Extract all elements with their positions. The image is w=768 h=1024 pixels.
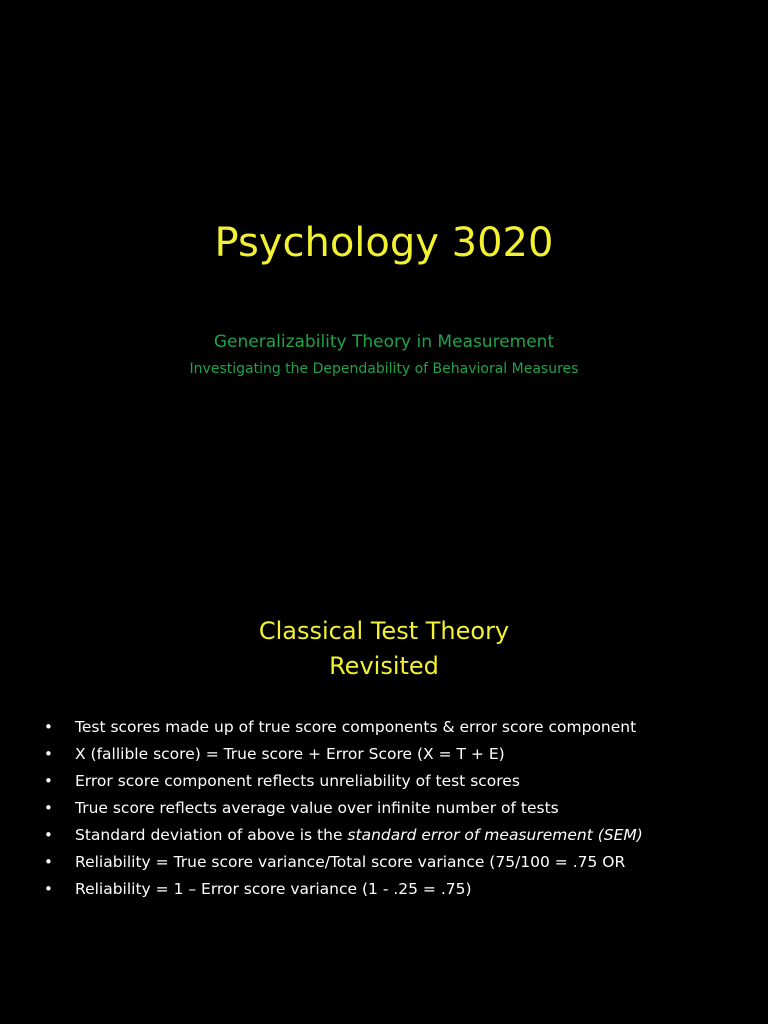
slide-subtitle-secondary: Investigating the Dependability of Behavioral Measures — [189, 361, 579, 377]
bullet-text: Standard deviation of above is the — [75, 826, 348, 844]
slide-subtitle: Generalizability Theory in Measurement — [213, 332, 555, 352]
bullet-icon: • — [44, 745, 53, 763]
bullet-item — [44, 714, 744, 741]
bullet-item — [44, 822, 744, 849]
bullet-icon: • — [44, 799, 53, 817]
bullet-item — [44, 795, 744, 822]
bullet-list — [44, 714, 744, 903]
content-slide-title-line1: Classical Test Theory — [258, 617, 510, 645]
bullet-text: X (fallible score) = True score + Error Score (X = T + E) — [75, 745, 505, 763]
content-slide — [0, 560, 768, 1000]
bullet-item — [44, 741, 744, 768]
bullet-item — [44, 768, 744, 795]
bullet-icon: • — [44, 718, 53, 736]
bullet-icon: • — [44, 826, 53, 844]
bullet-text: True score reflects average value over infinite number of tests — [75, 799, 559, 817]
content-slide-title-line2: Revisited — [329, 652, 439, 680]
bullet-text: Reliability = 1 – Error score variance (1 - .25 = .75) — [75, 880, 472, 898]
bullet-icon: • — [44, 772, 53, 790]
bullet-text: Reliability = True score variance/Total score variance (75/100 = .75 OR — [75, 853, 626, 871]
bullet-icon: • — [44, 880, 53, 898]
bullet-icon: • — [44, 853, 53, 871]
bullet-item — [44, 876, 744, 903]
bullet-item — [44, 849, 744, 876]
content-slide-title — [0, 614, 768, 684]
bullet-text: Error score component reflects unreliability of test scores — [75, 772, 520, 790]
bullet-text: Test scores made up of true score components & error score component — [75, 718, 637, 736]
bullet-text-italic: standard error of measurement (SEM) — [347, 826, 643, 844]
slide-title: Psychology 3020 — [214, 220, 554, 266]
title-slide — [0, 0, 768, 480]
